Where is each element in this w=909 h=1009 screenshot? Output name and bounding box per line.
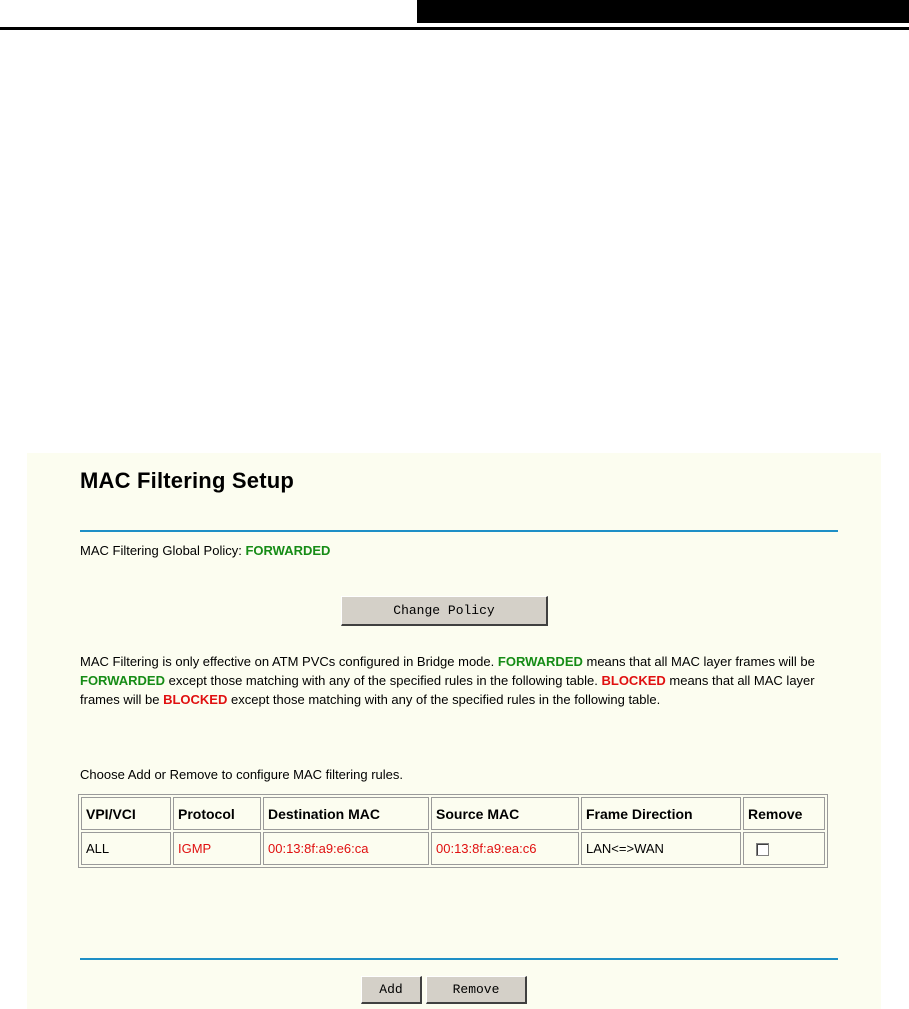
instructions-text: Choose Add or Remove to configure MAC filtering rules.	[80, 767, 403, 782]
cell-remove	[743, 832, 825, 865]
blocked-keyword: BLOCKED	[163, 692, 228, 707]
global-policy-line	[80, 543, 330, 558]
global-policy-label: MAC Filtering Global Policy:	[80, 543, 242, 558]
title-divider	[80, 530, 838, 532]
forwarded-keyword: FORWARDED	[497, 654, 583, 669]
remove-button[interactable]: Remove	[426, 976, 527, 1004]
col-frame-direction: Frame Direction	[581, 797, 741, 830]
blocked-keyword: BLOCKED	[601, 673, 666, 688]
description-text: means that all MAC layer frames will be	[80, 673, 815, 707]
col-remove: Remove	[743, 797, 825, 830]
col-protocol: Protocol	[173, 797, 261, 830]
mac-rules-table	[78, 794, 828, 868]
cell-protocol: IGMP	[173, 832, 261, 865]
table-row	[81, 832, 825, 865]
remove-checkbox[interactable]	[756, 843, 769, 856]
table-header-row	[81, 797, 825, 830]
footer-divider	[80, 958, 838, 960]
description-text: except those matching with any of the specified rules in the following table.	[168, 673, 598, 688]
change-policy-button[interactable]: Change Policy	[341, 596, 548, 626]
description-text: MAC Filtering is only effective on ATM PVCs configured in Bridge mode.	[80, 654, 495, 669]
header-black-box	[417, 0, 909, 23]
header-rule	[0, 27, 909, 30]
add-button[interactable]: Add	[361, 976, 422, 1004]
col-vpi-vci: VPI/VCI	[81, 797, 171, 830]
col-source-mac: Source MAC	[431, 797, 579, 830]
policy-description	[80, 652, 850, 709]
mac-filtering-panel	[27, 453, 881, 1009]
description-text: means that all MAC layer frames will be	[586, 654, 815, 669]
forwarded-keyword: FORWARDED	[80, 673, 165, 688]
description-text: except those matching with any of the specified rules in the following table.	[231, 692, 661, 707]
global-policy-value: FORWARDED	[245, 543, 331, 558]
cell-source-mac: 00:13:8f:a9:ea:c6	[431, 832, 579, 865]
cell-frame-direction: LAN<=>WAN	[581, 832, 741, 865]
cell-vpi-vci: ALL	[81, 832, 171, 865]
cell-destination-mac: 00:13:8f:a9:e6:ca	[263, 832, 429, 865]
page-title: MAC Filtering Setup	[80, 468, 295, 493]
col-destination-mac: Destination MAC	[263, 797, 429, 830]
